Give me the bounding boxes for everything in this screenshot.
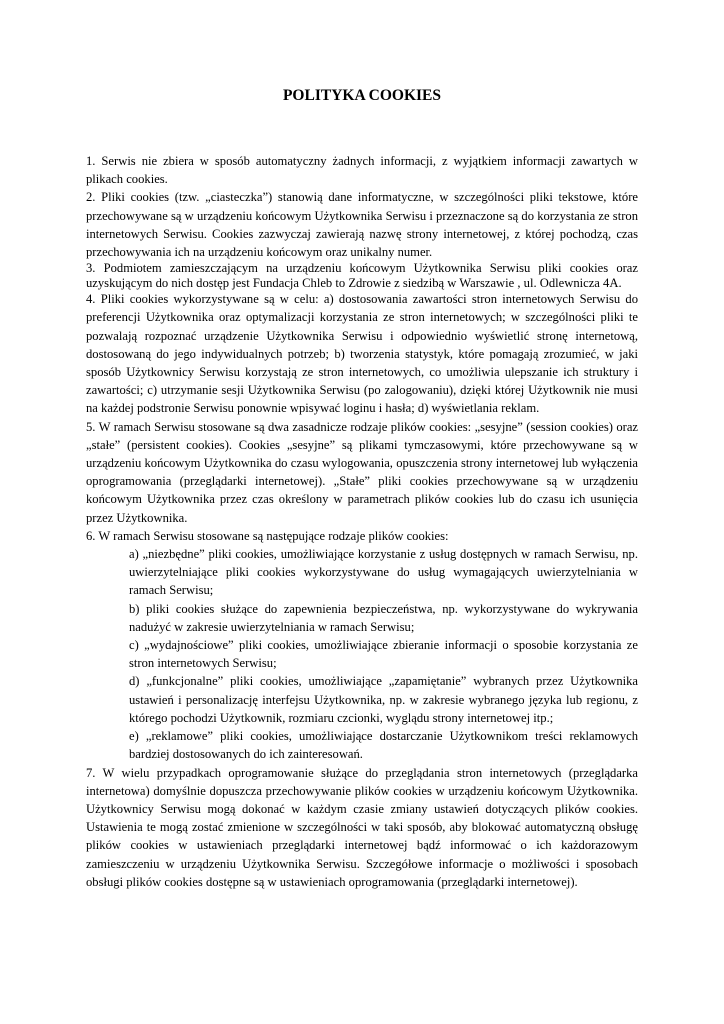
list-item-a: a) „niezbędne” pliki cookies, umożliwiające korzystanie z usług dostępnych w ramach Serwisu, np. uwierzytelniające pliki cookies wykorzystywane do usług wymagających uwierzytelniania w ramach Serwisu; [129, 547, 638, 598]
list-item-c: c) „wydajnościowe” pliki cookies, umożliwiające zbieranie informacji o sposobie korzystania ze stron internetowych Serwisu; [129, 638, 638, 671]
paragraph-6: 6. W ramach Serwisu stosowane są następujące rodzaje plików cookies: [86, 528, 449, 543]
cookie-types-list [86, 545, 638, 763]
list-item-b: b) pliki cookies służące do zapewnienia bezpieczeństwa, np. wykorzystywane do wykrywania nadużyć w zakresie uwierzytelniania w ramach Serwisu; [129, 601, 638, 634]
paragraph-3: 3. Podmiotem zamieszczającym na urządzeniu końcowym Użytkownika Serwisu pliki cookies oraz uzyskującym do nich dostęp jest Fundacja Chleb to Zdrowie z siedzibą w Warszawie , ul. Odlewnicza 4A. [86, 261, 638, 290]
paragraph-7: 7. W wielu przypadkach oprogramowanie służące do przeglądania stron internetowych (przeglądarka internetowa) domyślnie dopuszcza przechowywanie plików cookies w urządzeniu końcowym Użytkownika. Użytkownicy Serwisu mogą dokonać w każdym czasie zmiany ustawień dotyczących plików cookies. Ustawienia te mogą zostać zmienione w szczególności w taki sposób, aby blokować automatyczną obsługę plików cookies w ustawieniach przeglądarki internetowej bądź informować o ich każdorazowym zamieszczeniu w urządzeniu Użytkownika Serwisu. Szczegółowe informacje o możliwości i sposobach obsługi plików cookies dostępne są w ustawieniach oprogramowania (przeglądarki internetowej). [86, 765, 638, 889]
paragraph-1: 1. Serwis nie zbiera w sposób automatyczny żadnych informacji, z wyjątkiem informacji zawartych w plikach cookies. [86, 154, 638, 187]
page-title: POLITYKA COOKIES [282, 87, 442, 104]
paragraph-5: 5. W ramach Serwisu stosowane są dwa zasadnicze rodzaje plików cookies: „sesyjne” (session cookies) oraz „stałe” (persistent cookies). Cookies „sesyjne” są plikami tymczasowymi, które przechowywane są w urządzeniu końcowym Użytkownika do czasu wylogowania, opuszczenia strony internetowej lub wyłączenia oprogramowania (przeglądarki internetowej). „Stałe” pliki cookies przechowywane są w urządzeniu końcowym Użytkownika przez czas określony w parametrach plików cookies lub do czasu ich usunięcia przez Użytkownika. [86, 419, 638, 525]
list-item-e: e) „reklamowe” pliki cookies, umożliwiające dostarczanie Użytkownikom treści reklamowych bardziej dostosowanych do ich zainteresowań. [129, 729, 638, 762]
list-item-d: d) „funkcjonalne” pliki cookies, umożliwiające „zapamiętanie” wybranych przez Użytkownika ustawień i personalizację interfejsu Użytkownika, np. w zakresie wybranego języka lub regionu, z którego pochodzi Użytkownik, rozmiaru czcionki, wyglądu strony internetowej itp.; [129, 674, 638, 725]
paragraph-4: 4. Pliki cookies wykorzystywane są w celu: a) dostosowania zawartości stron internetowych Serwisu do preferencji Użytkownika oraz optymalizacji korzystania ze stron internetowych; w szczególności pliki te pozwalają rozpoznać urządzenie Użytkownika Serwisu i odpowiednio wyświetlić stronę internetową, dostosowaną do jego indywidualnych potrzeb; b) tworzenia statystyk, które pomagają zrozumieć, w jaki sposób Użytkownicy Serwisu korzystają ze stron internetowych, co umożliwia ulepszanie ich struktury i zawartości; c) utrzymanie sesji Użytkownika Serwisu (po zalogowaniu), dzięki której Użytkownik nie musi na każdej podstronie Serwisu ponownie wpisywać loginu i hasła; d) wyświetlania reklam. [86, 292, 638, 416]
paragraph-2: 2. Pliki cookies (tzw. „ciasteczka”) stanowią dane informatyczne, w szczególności pliki tekstowe, które przechowywane są w urządzeniu końcowym Użytkownika Serwisu i przeznaczone są do korzystania ze stron internetowych Serwisu. Cookies zazwyczaj zawierają nazwę strony internetowej, z której pochodzą, czas przechowywania ich na urządzeniu końcowym oraz unikalny numer. [86, 190, 638, 260]
